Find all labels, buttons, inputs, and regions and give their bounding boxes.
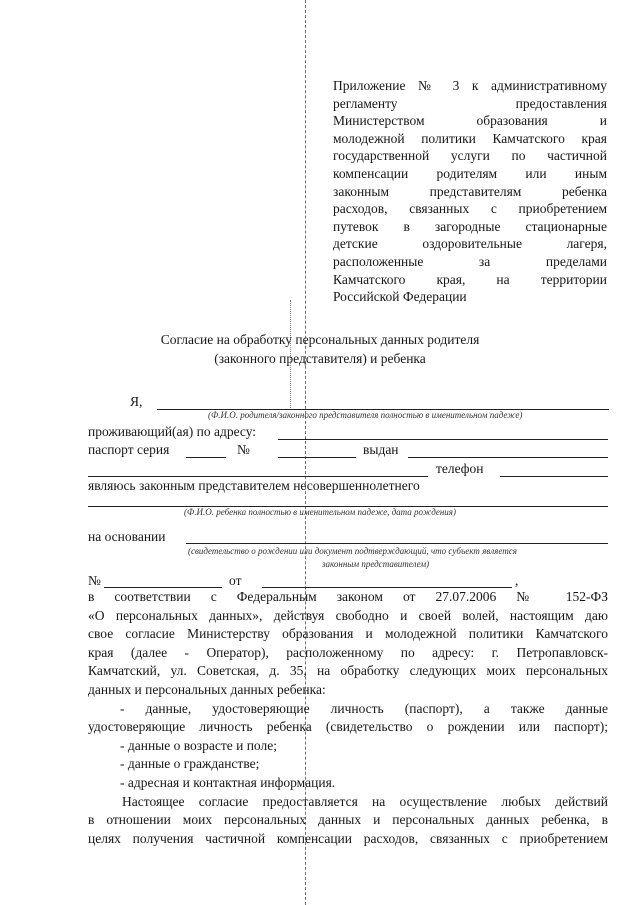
body-line: в соответствии с Федеральным законом от 27.07.2006 № 152-ФЗ <box>88 589 608 604</box>
basis-caption-line-1: (свидетельство о рождении или документ подтверждающий, что субъект является <box>188 546 517 556</box>
body-list-item: - данные о возрасте и поле; <box>120 737 277 753</box>
document-title <box>0 330 640 368</box>
issued-by-field[interactable] <box>408 457 608 458</box>
doc-comma: , <box>515 573 519 588</box>
body-line: данных и персональных данных ребенка: <box>88 681 326 697</box>
passport-number-sign: № <box>237 442 250 457</box>
body-list-item: - адресная и контактная информация. <box>120 774 336 790</box>
body-paragraph-start: Настоящее согласие предоставляется на осуществление любых действий <box>122 793 608 809</box>
appendix-line: Министерством образования и <box>333 113 607 129</box>
issued-continuation-field[interactable] <box>88 476 428 477</box>
body-line: края (далее - Оператор), расположенному по адресу: г. Петропавловск- <box>88 644 608 660</box>
issued-label: выдан <box>363 442 399 457</box>
body-list-item: - данные, удостоверяющие личность (паспорт), а также данные <box>120 700 608 716</box>
address-label: проживающий(ая) по адресу: <box>88 424 257 439</box>
appendix-line: компенсации родителям или иным <box>333 165 607 181</box>
appendix-line: расположенные за пределами <box>333 253 607 269</box>
fio-parent-caption: (Ф.И.О. родителя/законного представителя полностью в именительном падеже) <box>208 410 523 420</box>
doc-number-sign: № <box>88 573 101 588</box>
appendix-line: Приложение № 3 к административному <box>333 78 607 93</box>
appendix-line: законным представителям ребенка <box>333 183 607 199</box>
child-fio-caption: (Ф.И.О. ребенка полностью в именительном падеже, дата рождения) <box>184 507 456 517</box>
basis-caption-line-2: законным представителем) <box>322 559 430 569</box>
basis-label: на основании <box>88 529 166 544</box>
appendix-line: государственной услуги по частичной <box>333 148 607 164</box>
passport-number-field[interactable] <box>278 457 356 458</box>
body-line: удостоверяющие личность ребенка (свидетельство о рождении или паспорт); <box>88 719 608 735</box>
appendix-line: регламенту предоставления <box>333 95 607 111</box>
body-line: в отношении моих персональных данных и персональных данных ребенка, в <box>88 812 608 828</box>
appendix-line: Камчатского края, на территории <box>333 271 607 287</box>
phone-field[interactable] <box>500 476 608 477</box>
appendix-line: молодежной политики Камчатского края <box>333 130 607 146</box>
title-line-2: (законного представителя) и ребенка <box>214 351 426 366</box>
passport-series-field[interactable] <box>186 457 226 458</box>
passport-series-label: паспорт серия <box>88 442 170 457</box>
basis-field[interactable] <box>186 543 608 544</box>
address-field[interactable] <box>278 439 608 440</box>
appendix-line: путевок в загородные стационарные <box>333 218 607 234</box>
representative-text: являюсь законным представителем несовершеннолетнего <box>88 478 420 493</box>
body-line: свое согласие Министерству образования и молодежной политики Камчатского <box>88 626 608 642</box>
body-line: «О персональных данных», действуя свободно и своей волей, настоящим даю <box>88 607 608 623</box>
body-line: Камчатский, ул. Советская, д. 35, на обработку следующих моих персональных <box>88 663 608 679</box>
appendix-line: детские оздоровительные лагеря, <box>333 236 607 252</box>
appendix-line: Российской Федерации <box>333 289 467 305</box>
title-line-1: Согласие на обработку персональных данных родителя <box>160 332 480 347</box>
body-line: целях получения частичной компенсации расходов, связанных с приобретением <box>88 830 608 846</box>
appendix-header <box>333 77 607 306</box>
appendix-line: расходов, связанных с приобретением <box>333 201 607 217</box>
consent-body <box>88 588 608 848</box>
phone-label: телефон <box>436 461 484 476</box>
body-list-item: - данные о гражданстве; <box>120 756 260 772</box>
ya-label: Я, <box>130 394 143 409</box>
doc-from-label: от <box>229 573 242 588</box>
